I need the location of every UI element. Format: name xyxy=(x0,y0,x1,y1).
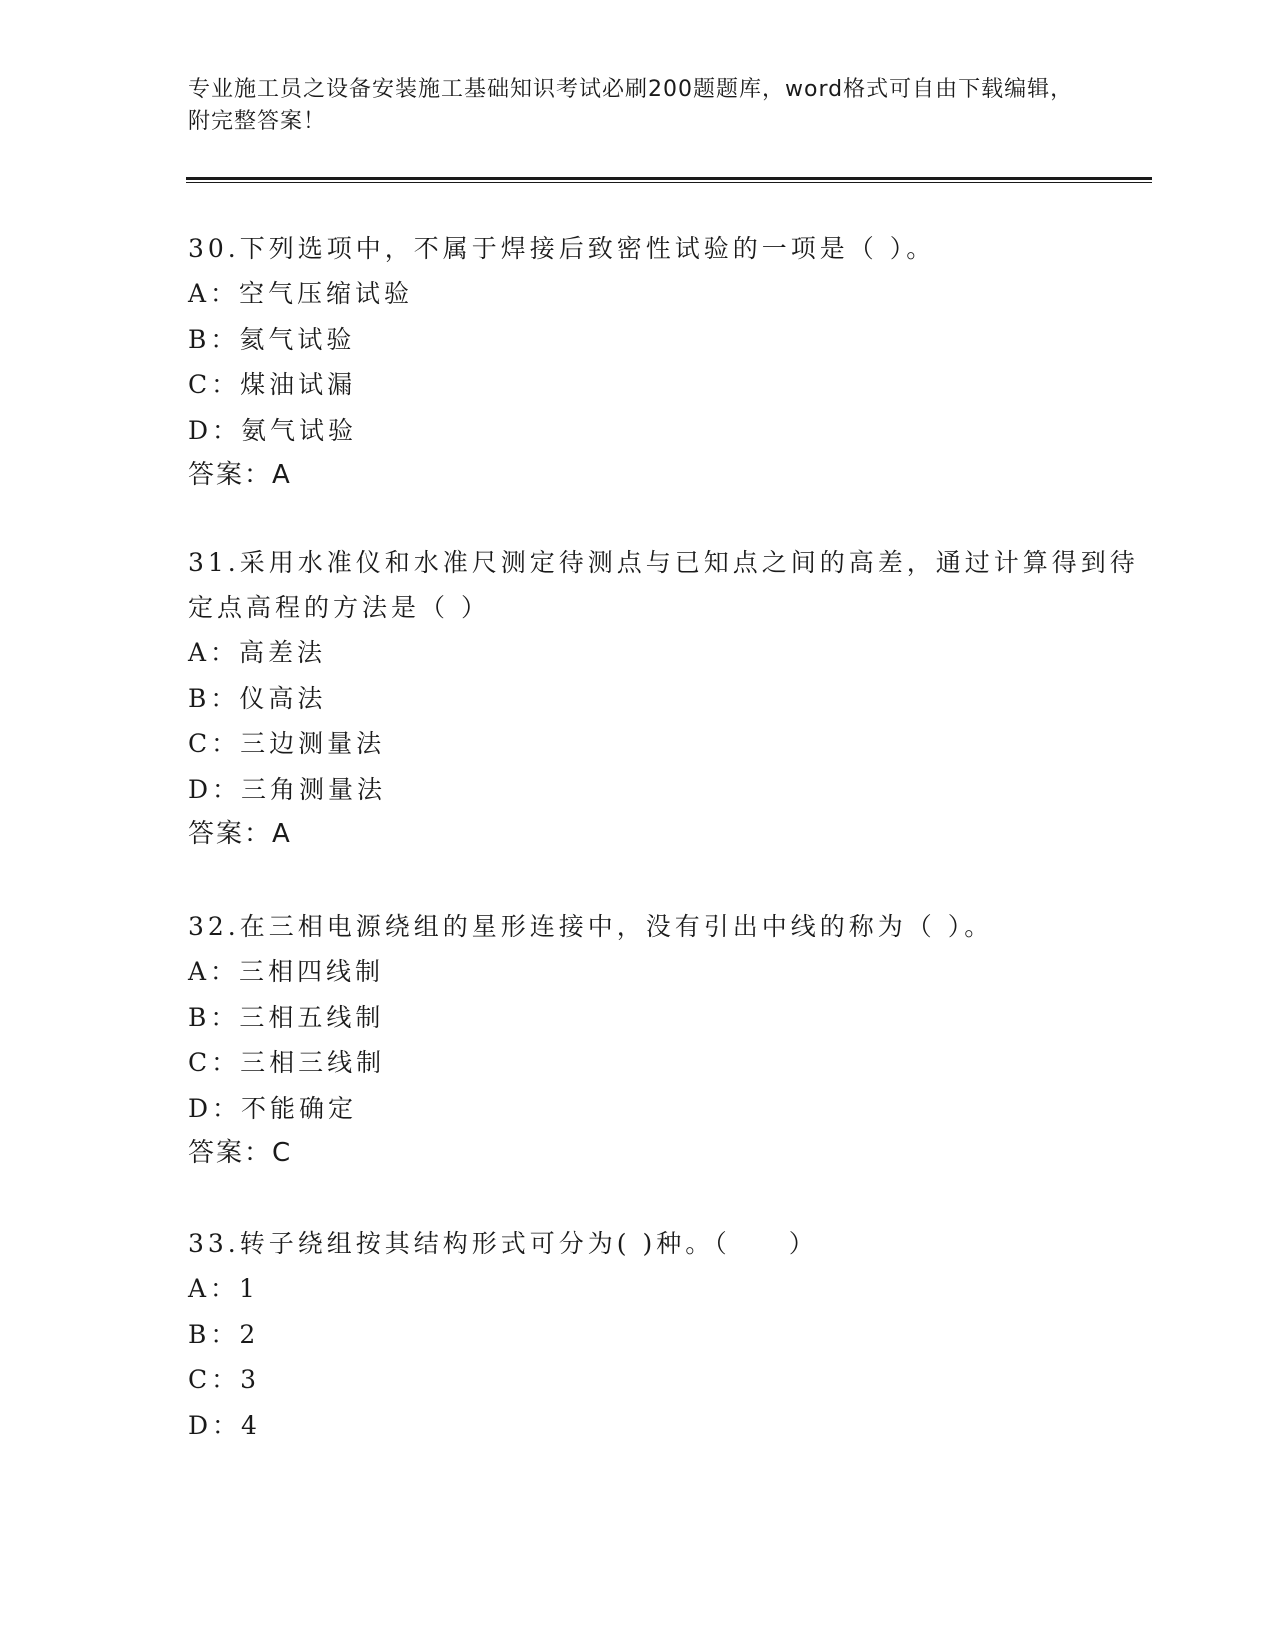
answer-line: 答案：A xyxy=(188,460,292,490)
option-b: B：2 xyxy=(188,1319,260,1349)
option-a: A：三相四线制 xyxy=(188,957,385,986)
question-32 xyxy=(188,904,1148,1176)
header-divider-thin xyxy=(186,182,1152,183)
option-c: C：三边测量法 xyxy=(188,729,386,758)
question-stem: 30.下列选项中，不属于焊接后致密性试验的一项是（ ）。 xyxy=(188,234,936,263)
option-a: A：1 xyxy=(188,1274,259,1303)
question-stem: 32.在三相电源绕组的星形连接中，没有引出中线的称为（ ）。 xyxy=(188,912,994,941)
answer-line: 答案：C xyxy=(188,1138,293,1168)
option-d: D：三角测量法 xyxy=(188,774,387,804)
option-a: A：空气压缩试验 xyxy=(188,279,414,308)
question-30 xyxy=(188,226,1148,498)
header-divider-thick xyxy=(186,177,1152,180)
question-31 xyxy=(188,540,1148,857)
option-d: D：4 xyxy=(188,1410,261,1440)
document-header: 专业施工员之设备安装施工基础知识考试必刷200题题库，word格式可自由下载编辑，附完整答案！ xyxy=(188,77,1074,134)
question-stem: 31.采用水准仪和水准尺测定待测点与已知点之间的高差，通过计算得到待定点高程的方法是（ ） xyxy=(188,548,1139,622)
option-c: C：煤油试漏 xyxy=(188,370,357,399)
option-a: A：高差法 xyxy=(188,638,327,667)
question-33 xyxy=(188,1221,1148,1448)
option-b: B：三相五线制 xyxy=(188,1002,385,1032)
answer-line: 答案：A xyxy=(188,819,292,849)
option-b: B：仪高法 xyxy=(188,683,327,713)
option-d: D：不能确定 xyxy=(188,1093,358,1123)
option-b: B：氦气试验 xyxy=(188,324,356,354)
question-stem: 33.转子绕组按其结构形式可分为( )种。（ ） xyxy=(188,1229,818,1258)
option-d: D：氨气试验 xyxy=(188,415,358,445)
option-c: C：三相三线制 xyxy=(188,1048,386,1077)
option-c: C：3 xyxy=(188,1365,261,1394)
